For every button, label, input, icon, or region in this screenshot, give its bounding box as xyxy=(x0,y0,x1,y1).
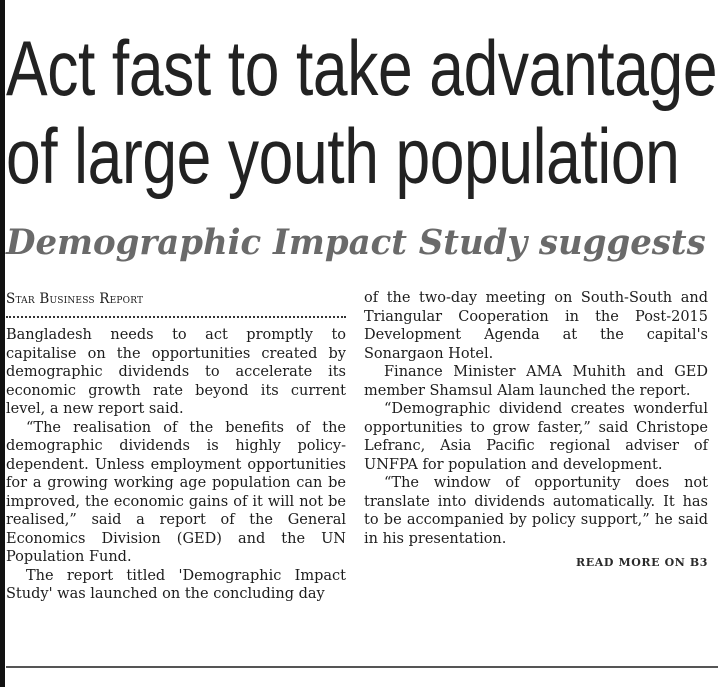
headline-line-2: of large youth population xyxy=(6,112,680,200)
byline-divider xyxy=(6,316,346,318)
article-column-right xyxy=(364,289,708,573)
read-more-link[interactable]: READ MORE ON B3 xyxy=(576,556,708,569)
left-margin-bar xyxy=(0,0,5,687)
paragraph-4: Finance Minister AMA Muhith and GED member Shamsul Alam launched the report. xyxy=(364,364,708,399)
headline-line-1: Act fast to take advantage xyxy=(6,24,718,112)
paragraph-6: “The window of opportunity does not translate into dividends automatically. It has to be accompanied by policy support,” he said in his presentation. xyxy=(364,475,708,547)
paragraph-5: “Demographic dividend creates wonderful opportunities to grow faster,” said Christope Lefranc, Asia Pacific regional adviser of UNFPA for population and development. xyxy=(364,401,708,473)
headline xyxy=(6,24,718,200)
paragraph-3-continued: of the two-day meeting on South-South and Triangular Cooperation in the Post-2015 Development Agenda at the capital's Sonargaon Hotel. xyxy=(364,290,708,362)
bottom-rule xyxy=(6,666,718,668)
article-column-left xyxy=(6,290,346,604)
paragraph-3: The report titled 'Demographic Impact Study' was launched on the concluding day xyxy=(6,567,346,602)
paragraph-2: “The realisation of the benefits of the demographic dividends is highly policy-dependent. Unless employment opportunities for a growing working age population can be improved, the economic gains of it will not be realised,” said a report of the General Economics Division (GED) and the UN Population Fund. xyxy=(6,419,346,565)
paragraph-1: Bangladesh needs to act promptly to capitalise on the opportunities created by demographic dividends to accelerate its economic growth rate beyond its current level, a new report said. xyxy=(6,327,346,417)
byline: Star Business Report xyxy=(6,291,144,307)
subheadline: Demographic Impact Study suggests xyxy=(6,222,706,263)
